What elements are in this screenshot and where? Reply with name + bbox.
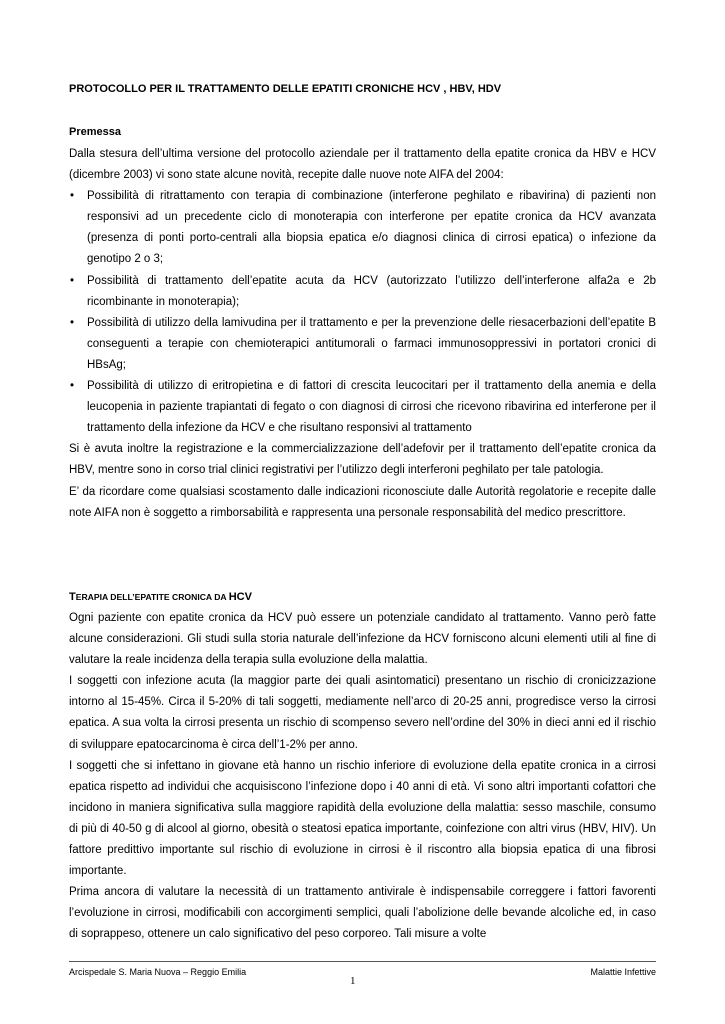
section-heading-terapia: [69, 591, 252, 603]
list-item: • Possibilità di trattamento dell’epatite acuta da HCV (autorizzato l’utilizzo dell’interferone alfa2a e 2b ricombinante in monoterapia);: [69, 271, 656, 313]
section-heading-premessa: Premessa: [69, 126, 121, 138]
footer-department: Malattie Infettive: [590, 967, 656, 977]
footer-divider: [69, 961, 656, 962]
heading-initial: T: [69, 591, 76, 603]
intro-paragraph: Dalla stesura dell’ultima versione del protocollo aziendale per il trattamento della epatite cronica da HBV e HCV (dicembre 2003) vi sono state alcune novità, recepite dalle nuove note AIFA del 2004:: [69, 148, 656, 182]
heading-tail: HCV: [228, 591, 252, 603]
adefovir-paragraph: Si è avuta inoltre la registrazione e la commercializzazione dell’adefovir per il trattamento dell’epatite cronica da HBV, mentre sono in corso trial clinici registrativi per l’utilizzo degli interferoni peghilato per tale patologia.: [69, 443, 656, 477]
body-paragraph: I soggetti con infezione acuta (la maggior parte dei quali asintomatici) presentano un rischio di cronicizzazione intorno al 15-45%. Circa il 5-20% di tali soggetti, mediamente nell’arco di 20-25 anni, progredisce verso la cirrosi epatica. A sua volta la cirrosi presenta un rischio di scompenso severo nell’ordine del 30% in dieci anni ed il rischio di sviluppare epatocarcinoma è circa dell’1-2% per anno.: [69, 675, 656, 751]
footer-hospital: Arcispedale S. Maria Nuova – Reggio Emilia: [69, 967, 247, 977]
list-item: • Possibilità di utilizzo di eritropietina e di fattori di crescita leucocitari per il trattamento della anemia e della leucopenia in paziente trapiantati di fegato o con diagnosi di cirrosi che ricevono ribavirina ed interferone per il trattamento della infezione da HCV e che risultano responsivi al trattamento: [69, 376, 656, 439]
body-paragraph: Prima ancora di valutare la necessità di un trattamento antivirale è indispensabile correggere i fattori favorenti l’evoluzione in cirrosi, modificabili con accorgimenti semplici, quali l’abolizione delle bevande alcoliche ed, in caso di soprappeso, ottenere un calo significativo del peso corporeo. Tali misure a volte: [69, 886, 656, 941]
heading-smallcaps: ERAPIA DELL’EPATITE CRONICA DA: [75, 592, 229, 602]
list-item: • Possibilità di ritrattamento con terapia di combinazione (interferone peghilato e ribavirina) di pazienti non responsivi ad un precedente ciclo di monoterapia con interferone per epatite cronica da HCV avanzata (presenza di ponti porto-centrali alla biopsia epatica e/o diagnosi clinica di cirrosi epatica) o infezione da genotipo 2 o 3;: [69, 186, 656, 270]
section-premessa-body: [69, 144, 656, 524]
novelty-list: [69, 186, 656, 439]
document-title: PROTOCOLLO PER IL TRATTAMENTO DELLE EPATITI CRONICHE HCV , HBV, HDV: [69, 83, 502, 95]
list-item: • Possibilità di utilizzo della lamivudina per il trattamento e per la prevenzione delle riesacerbazioni dell’epatite B conseguenti a terapie con chemioterapici antitumorali o farmaci immunosoppressivi in portatori cronici di HBsAg;: [69, 313, 656, 376]
section-terapia-body: [69, 608, 656, 946]
body-paragraph: I soggetti che si infettano in giovane età hanno un rischio inferiore di evoluzione della epatite cronica in a cirrosi epatica rispetto ad individui che acquisiscono l’infezione dopo i 40 anni di età. Vi sono altri importanti cofattori che incidono in maniera significativa sulla maggiore rapidità della evoluzione della malattia: sesso maschile, consumo di più di 40-50 g di alcool al giorno, obesità o steatosi epatica importante, coinfezione con altri virus (HBV, HIV). Un fattore predittivo importante sul rischio di evoluzione in cirrosi è il riscontro alla biopsia epatica di una fibrosi importante.: [69, 759, 656, 878]
page-number: 1: [350, 975, 356, 987]
body-paragraph: Ogni paziente con epatite cronica da HCV può essere un potenziale candidato al trattamento. Vanno però fatte alcune considerazioni. Gli studi sulla storia naturale dell’infezione da HCV forniscono alcuni elementi utili al fine di valutare la reale incidenza della terapia sulla evoluzione della malattia.: [69, 612, 656, 667]
reimbursement-paragraph: E’ da ricordare come qualsiasi scostamento dalle indicazioni riconosciute dalle Autorità regolatorie e recepite dalle note AIFA non è soggetto a rimborsabilità e rappresenta una personale responsabilità del medico prescrittore.: [69, 485, 656, 519]
